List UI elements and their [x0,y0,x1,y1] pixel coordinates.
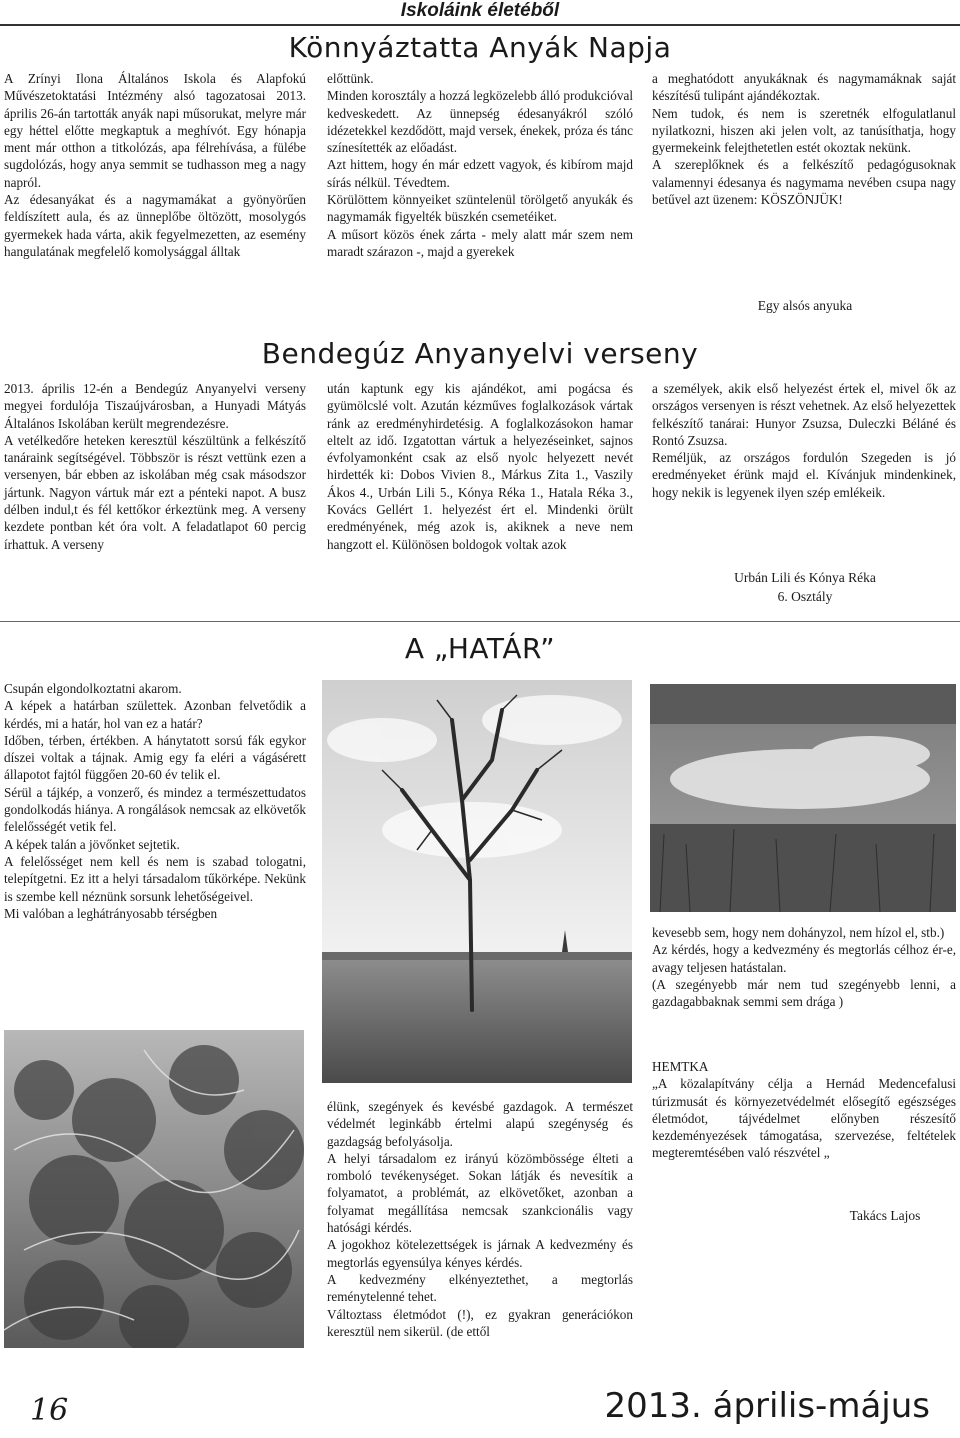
article1-col1 [4,70,306,260]
article2-author: Urbán Lili és Kónya Réka [734,570,876,585]
paragraph: Változtass életmódot (!), ez gyakran generációkon keresztül nem sikerül. (de ettől [327,1306,633,1339]
paragraph: A szereplőknek és a felkészítő pedagógusoknak valamennyi édesanya és nagymama nevében csupa nagy betűvel azt üzenem: KÖSZÖNJÜK! [652,157,956,208]
paragraph: Időben, térben, értékben. A hánytatott sorsú fák egykor díszei voltak a tájnak. Amig egy fa eléri a vágásérett állapotot fajtól függően 20-60 év telik el. [4,732,306,783]
article3-col2 [327,1098,633,1340]
photo-tree [322,680,632,1083]
article3-author: Takács Lajos [849,1208,921,1223]
article3-col3 [652,924,956,1010]
paragraph: Körülöttem könnyeiket szüntelenül törölgető anyukák és nagymamák figyelték büszkén csemetéiket. [327,192,633,225]
article1-author: Egy alsós anyuka [757,298,853,313]
issue-date: 2013. április-május [604,1386,930,1426]
article3-title: A „HATÁR” [404,632,556,665]
article1-col3 [652,70,956,208]
article2-class: 6. Osztály [777,589,833,604]
article3-col1 [4,680,306,922]
paragraph: Sérül a tájkép, a vonzerő, és mindez a természettudatos gondolkodás hiánya. A rongálások nemcsak az elkövetők felelősségét vetik fel. [4,784,306,835]
paragraph: élünk, szegények és kevésbé gazdagok. A természet védelmét leginkább értelmi alapú szegénység és gazdagság befolyásolja. [327,1099,633,1149]
paragraph: (A szegényebb már nem tud szegényebb lenni, a gazdagabbaknak semmi sem drága ) [652,976,956,1010]
paragraph: után kaptunk egy kis ajándékot, ami pogácsa és gyümölcslé volt. Azután kézműves foglalkozások vártak ránk az eredményhirdetésig. A foglalkozásokon hamar eltelt az idő. Izgatottan vártuk a helyezéseinket, sajnos évfolyamonként csak az első nyolc helyezett nevét hirdették ki: Dobos Vivien 8., Márkus Zita 1., Vaszily Ákos 4., Urbán Lili 5., Kónya Réka 1., Hatala Réka 3., Kovács Gellért 1. helyezést ért el. Mindenki örült eredményének, még azok is, akiknek a neve nem hangzott el. Különösen boldogok voltak azok [327,381,633,552]
paragraph: Reméljük, az országos fordulón Szegeden is jó eredményeket érünk majd el. Kívánjuk mindenkinek, hogy nekik is legyenek ilyen szép emlékeik. [652,450,956,500]
paragraph: A felelősséget nem kell és nem is szabad tologatni, telepítgetni. Ez itt a helyi társadalom tűkörképe. Nekünk is szembe kell néznünk sorsunk lehetőségeivel. [4,853,306,904]
paragraph: A képek talán a jövőnket sejtetik. [4,836,180,852]
article2-col1 [4,380,306,553]
photo-bushes [4,1030,304,1348]
paragraph: Minden korosztály a hozzá legközelebb álló produkcióval kedveskedett. Az ünnepség édesanyákról szóló idézetekkel kezdődött, majd versek, énekek, próza és tánc színesítették az előadást. [327,88,633,156]
header-rule [0,24,960,26]
paragraph: A Zrínyi Ilona Általános Iskola és Alapfokú Művészetoktatási Intézmény alsó tagozatosai 2013. április 26-án tartották anyák napi műsorukat, melyre már egy héttel előtte megkaptuk a meghívót. Egy hónapja ment már otthon a titkolózás, apa félrehívása, a fülébe sugdolózás, hogy anya semmit se tudhasson meg a nagy napról. [4,71,306,190]
paragraph: Csupán elgondolkoztatni akarom. [4,681,182,696]
paragraph: a személyek, akik első helyezést értek el, mivel ők az országos versenyen is részt vehetnek. Az első helyezettek felkészítő tanárai: Hunyor Zsuzsa, Duleczki Béláné és Rontó Zsuzsa. [652,381,956,448]
article1-title: Könnyáztatta Anyák Napja [288,31,672,64]
article2-col2 [327,380,633,553]
paragraph: 2013. április 12-én a Bendegúz Anyanyelvi verseny megyei fordulója Tiszaújvárosban, a Hunyadi Mátyás Általános Iskolában került megrendezésre. [4,381,306,431]
paragraph: Az kérdés, hogy a kedvezmény és megtorlás célhoz ér-e, avagy teljesen hatástalan. [652,942,956,975]
hemtka-block [652,1058,956,1162]
paragraph: a meghatódott anyukáknak és nagymamáknak saját készítésű tulipánt ajándékoztak. [652,71,956,104]
article1-col2 [327,70,633,260]
paragraph: előttünk. [327,71,374,86]
paragraph: Azt hittem, hogy én már edzett vagyok, és kibírom majd sírás nélkül. Tévedtem. [327,157,633,190]
paragraph: A vetélkedőre heteken keresztül készültünk a felkészítő tanáraink segítségével. Többször is részt vettünk ezen a versenyen, bár ebben az iskolában még csak másodszor jártunk. Nagyon vártuk már ezt a pénteki napot. A busz délben indul,t és fél kettőkor érkeztünk meg. A verseny kezdete pontban két óra volt. A feladatlapot 60 percig írhattuk. A verseny [4,432,306,552]
paragraph: Mi valóban a leghátrányosabb térségben [4,905,218,921]
section-rule [0,621,960,622]
paragraph: A helyi társadalom ez irányú közömbössége élteti a romboló tevékenységet. Sokan látják és nevesítik a folyamatot, a problémát, az elkövetőket, azonban a folyamat megállítása nemcsak szankcionális vagy hatósági kérdés. [327,1150,633,1236]
article2-title: Bendegúz Anyanyelvi verseny [261,337,699,370]
hemtka-label: HEMTKA [652,1059,709,1074]
paragraph: A jogokhoz kötelezettségek is járnak A kedvezmény és megtorlás egyensúlya kényes kérdés. [327,1237,633,1270]
hemtka-text: „A közalapítvány célja a Hernád Medencefalusi túrizmusát és környezetvédelmét elősegítő egészséges életmódot, tájvédelmet előnyben részesítő kezdeményezések támogatása, szervezése, feltételek megteremtésében való részvétel „ [652,1076,956,1161]
paragraph: Az édesanyákat és a nagymamákat a gyönyörűen feldíszített aula, és az ünneplőbe öltözött, mosolygós gyermekek hada várta, akik fegyelmezetten, az esemény hangulatának megfelelő komolysággal álltak [4,192,306,259]
paragraph: kevesebb sem, hogy nem dohányzol, nem hízol el, stb.) [652,925,945,940]
article2-col3 [652,380,956,501]
photo-field [650,684,956,912]
section-label: Iskoláink életéből [400,0,560,21]
paragraph: Nem tudok, és nem is szeretnék elfogulatlanul nyilatkozni, hiszen aki jelen volt, az tanúsíthatja, hogy gyermekeink felejthetetlen estét okoztak nekünk. [652,105,956,156]
paragraph: A képek a határban születtek. Azonban felvetődik a kérdés, mi a határ, hol van ez a határ? [4,698,306,731]
paragraph: A műsort közös ének zárta - mely alatt már szem nem maradt szárazon -, majd a gyerekek [327,226,633,259]
page-number: 16 [30,1393,69,1428]
paragraph: A kedvezmény elkényeztethet, a megtorlás reménytelenné tehet. [327,1271,633,1305]
